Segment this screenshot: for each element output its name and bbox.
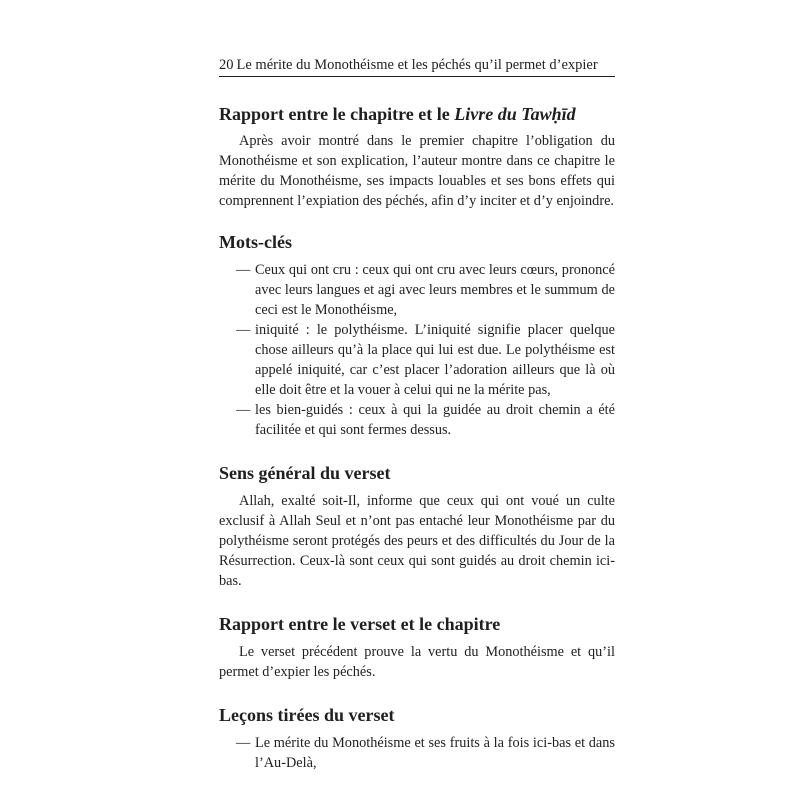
section-heading-rapport-verset-chapitre: Rapport entre le verset et le chapitre bbox=[219, 614, 501, 634]
list-item bbox=[219, 320, 615, 400]
dash-bullet: — bbox=[236, 322, 251, 338]
section-heading-rapport-chapitre-livre bbox=[219, 103, 615, 125]
dash-bullet: — bbox=[236, 402, 251, 418]
book-page bbox=[219, 56, 615, 773]
page-number: 20 bbox=[219, 57, 234, 73]
dash-bullet: — bbox=[236, 735, 251, 751]
keywords-list bbox=[219, 260, 615, 440]
running-head-title: Le mérite du Monothéisme et les péchés qu’il permet d’expier bbox=[236, 57, 598, 73]
lessons-list bbox=[219, 733, 615, 773]
paragraph-rapport-chapitre-livre: Après avoir montré dans le premier chapitre l’obligation du Monothéisme et son explication, l’auteur montre dans ce chapitre le mérite du Monothéisme, ses impacts louables et ses bons effets qui comprennent l’expiation des péchés, afin d’y inciter et d’y enjoindre. bbox=[219, 133, 615, 209]
running-head bbox=[219, 56, 615, 77]
list-item-text: Ceux qui ont cru : ceux qui ont cru avec leurs cœurs, prononcé avec leurs langues et agi avec leurs membres et le summum de ceci est le Monothéisme, bbox=[255, 262, 615, 318]
section-heading-sens-general: Sens général du verset bbox=[219, 463, 391, 483]
paragraph-rapport-verset-chapitre: Le verset précédent prouve la vertu du Monothéisme et qu’il permet d’expier les péchés. bbox=[219, 644, 615, 680]
heading-text: Rapport entre le chapitre et le bbox=[219, 104, 455, 124]
section-heading-mots-cles: Mots-clés bbox=[219, 232, 292, 252]
dash-bullet: — bbox=[236, 262, 251, 278]
list-item bbox=[219, 733, 615, 773]
list-item bbox=[219, 260, 615, 320]
list-item-text: Le mérite du Monothéisme et ses fruits à la fois ici-bas et dans l’Au-Delà, bbox=[255, 735, 615, 771]
heading-italic-title: Livre du Tawḥīd bbox=[454, 104, 576, 124]
list-item-text: iniquité : le polythéisme. L’iniquité signifie placer quelque chose ailleurs qu’à la place qui lui est due. Le polythéisme est appelé iniquité, car c’est placer l’adoration ailleurs que là où elle doit être et la vouer à celui qui ne la mérite pas, bbox=[255, 322, 615, 398]
list-item bbox=[219, 400, 615, 440]
list-item-text: les bien-guidés : ceux à qui la guidée au droit chemin a été facilitée et qui sont fermes dessus. bbox=[255, 402, 615, 438]
section-heading-lecons: Leçons tirées du verset bbox=[219, 705, 395, 725]
paragraph-sens-general: Allah, exalté soit-Il, informe que ceux qui ont voué un culte exclusif à Allah Seul et n’ont pas entaché leur Monothéisme par du polythéisme seront protégés des peurs et des difficultés du Jour de la Résurrection. Ceux-là sont ceux qui sont guidés au droit chemin ici-bas. bbox=[219, 493, 615, 589]
